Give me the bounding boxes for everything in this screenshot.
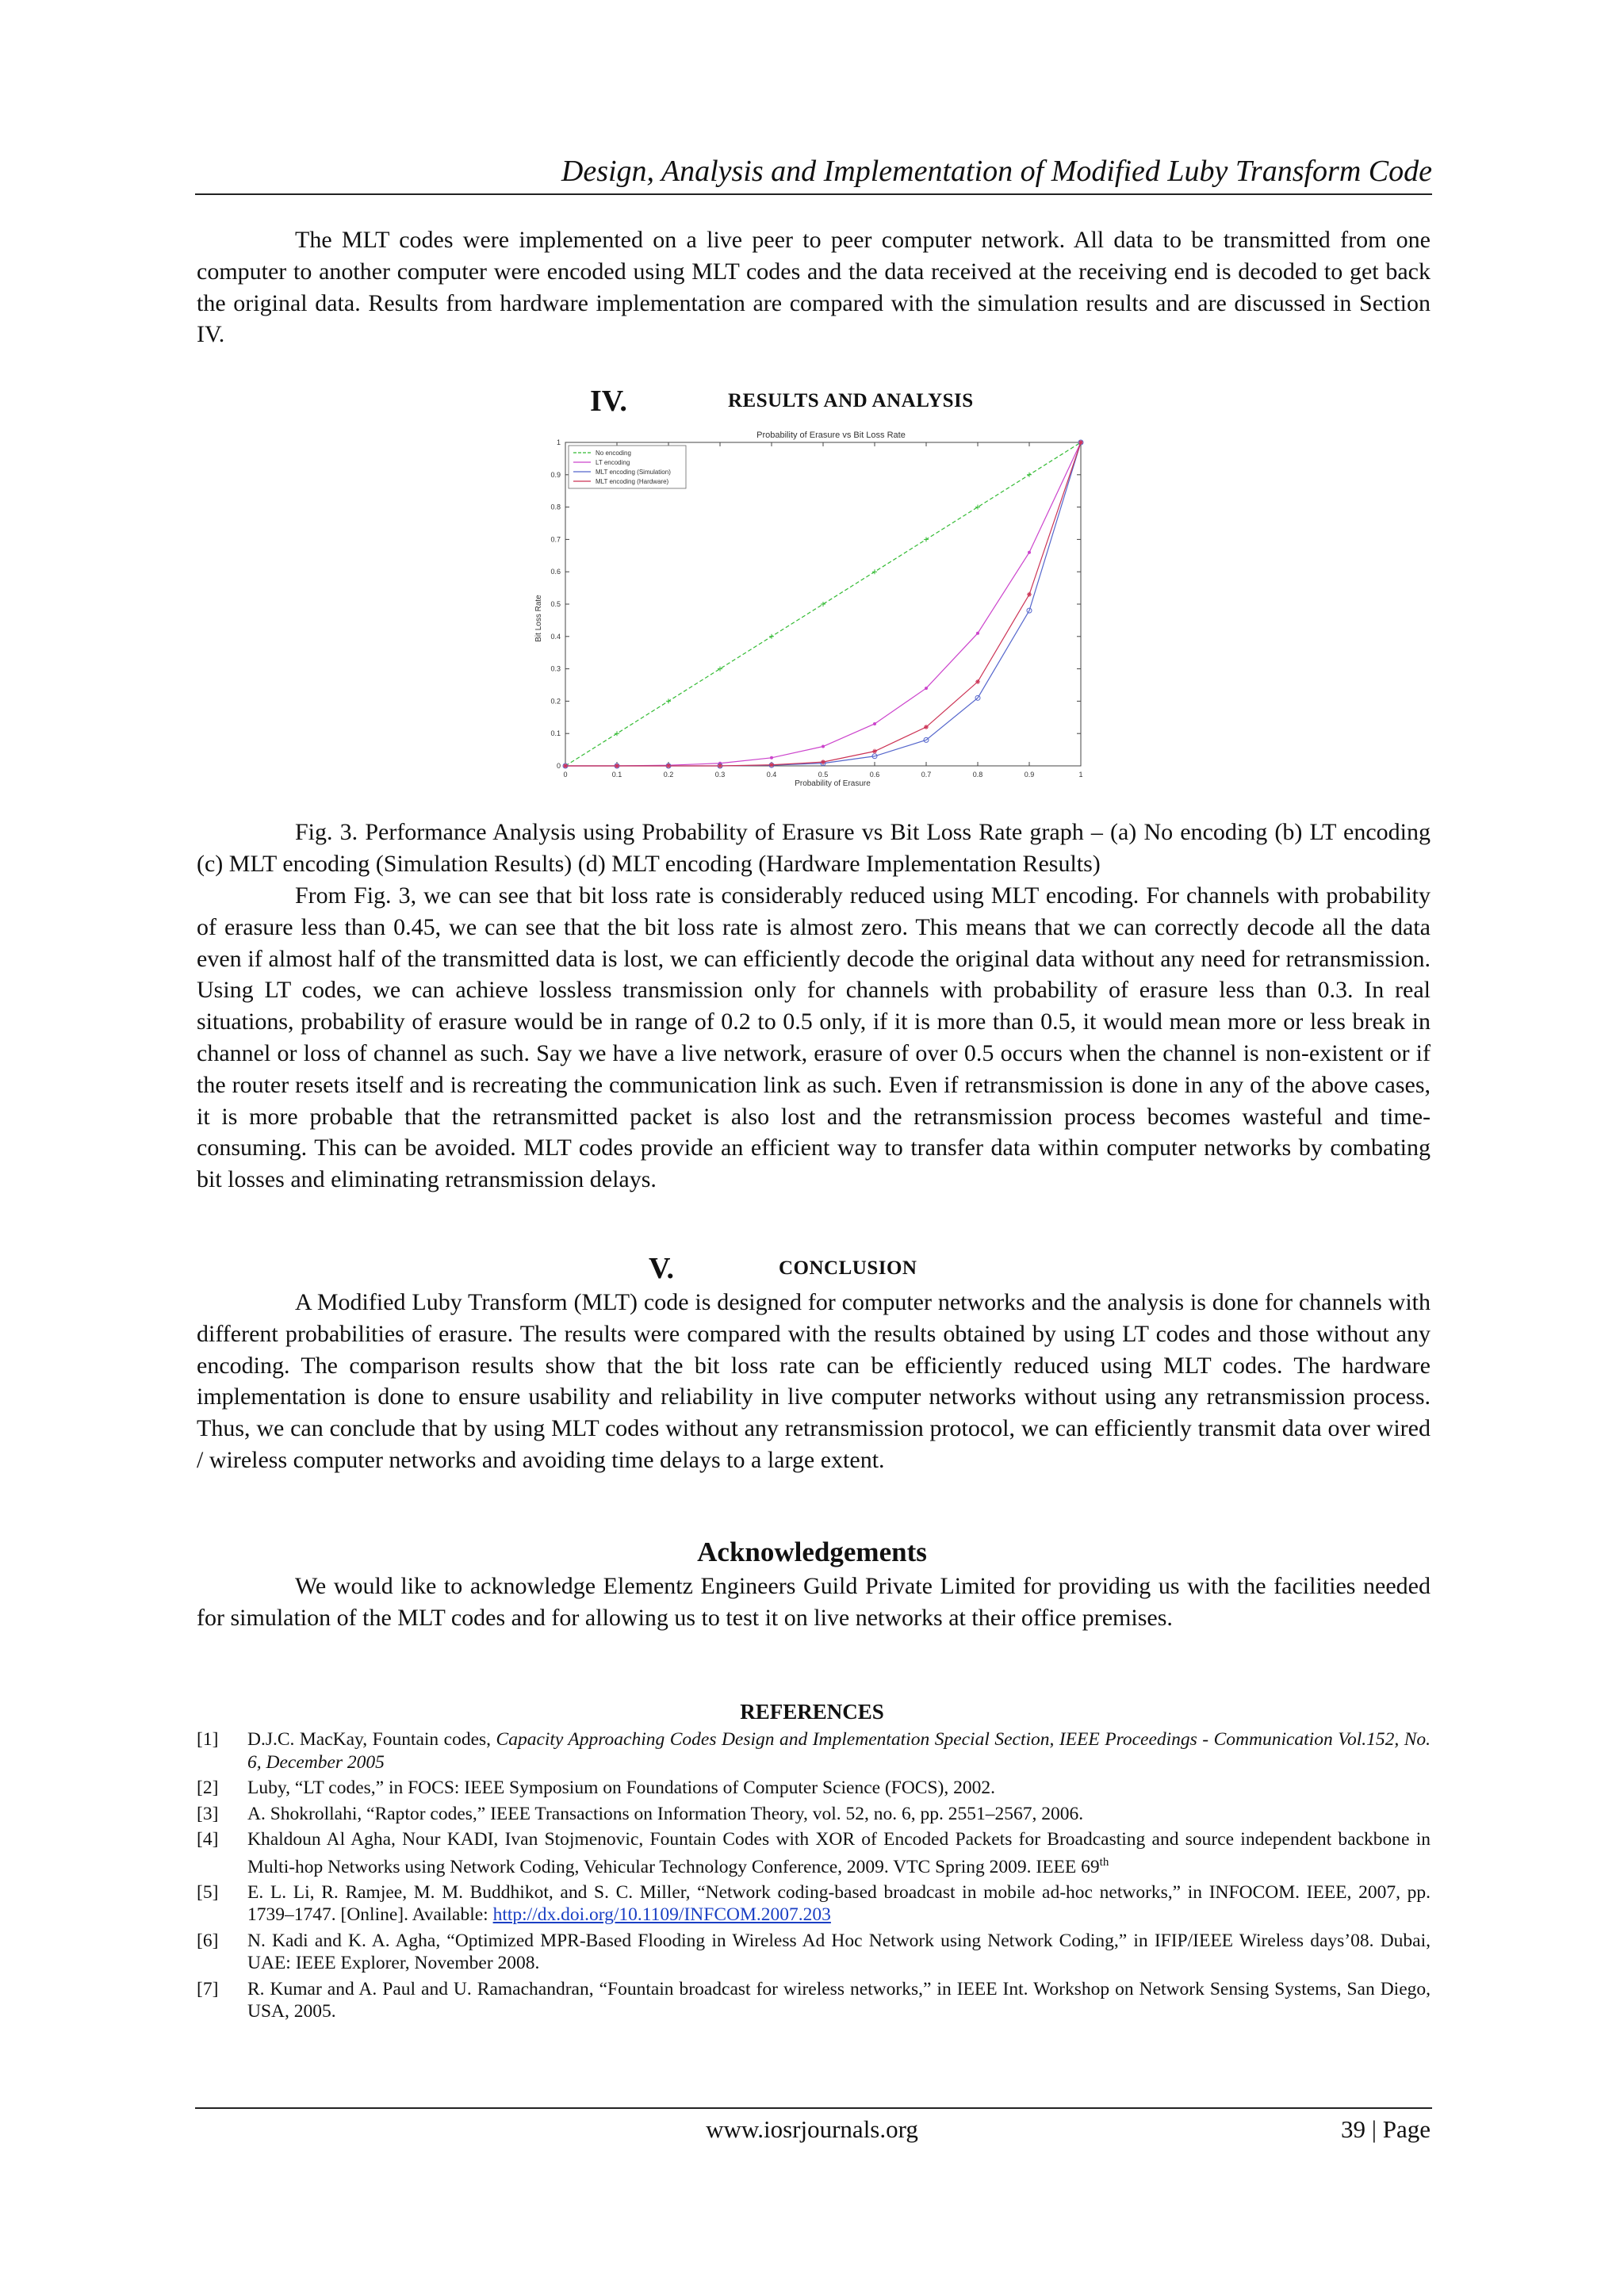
references-heading: REFERENCES	[740, 1700, 884, 1724]
references-list	[197, 1728, 1431, 2023]
intro-paragraph: The MLT codes were implemented on a live peer to peer computer network. All data to be transmitted from one computer to another computer were encoded using MLT codes and the data received at the receiving end is decoded to get back the original data. Results from hardware implementation are compared with the simulation results and are discussed in Section IV.	[197, 227, 1431, 348]
reference-text: N. Kadi and K. A. Agha, “Optimized MPR-Based Flooding in Wireless Ad Hoc Network using Network Coding,” in IFIP/IEEE Wireless days’08. Dubai, UAE: IEEE Explorer, November 2008.	[247, 1930, 1431, 1974]
x-tick-label: 0.3	[714, 771, 726, 779]
x-tick-label: 0.1	[611, 771, 622, 779]
running-header	[195, 152, 1432, 195]
data-point	[822, 745, 825, 748]
chart-xlabel: Probability of Erasure	[795, 779, 871, 788]
data-point	[925, 687, 928, 690]
data-point	[770, 756, 773, 760]
y-tick-label: 0.7	[550, 535, 561, 544]
reference-number: [3]	[197, 1803, 219, 1824]
section-heading-results	[0, 384, 1624, 419]
reference-item	[197, 1930, 1431, 1975]
y-tick-label: 0	[556, 762, 561, 770]
y-tick-label: 0.5	[550, 600, 561, 608]
reference-number: [6]	[197, 1930, 219, 1951]
section-number: IV.	[590, 385, 627, 418]
legend-label: No encoding	[596, 450, 631, 457]
running-title: Design, Analysis and Implementation of Modified Luby Transform Code	[561, 155, 1432, 188]
chart-title: Probability of Erasure vs Bit Loss Rate	[756, 430, 906, 440]
section-number: V.	[649, 1252, 675, 1285]
acknowledgement-paragraph: We would like to acknowledge Elementz Engineers Guild Private Limited for providing us with the facilities needed for simulation of the MLT codes and for allowing us to test it on live networks at their office premises.	[197, 1573, 1431, 1631]
y-tick-label: 0.1	[550, 729, 561, 738]
x-tick-label: 0.5	[818, 771, 829, 779]
legend-label: MLT encoding (Hardware)	[596, 478, 669, 485]
footer-website: www.iosrjournals.org	[706, 2115, 918, 2143]
reference-item	[197, 1978, 1431, 2023]
reference-number: [5]	[197, 1881, 219, 1903]
reference-text: Luby, “LT codes,” in FOCS: IEEE Symposium on Foundations of Computer Science (FOCS), 2002.	[247, 1777, 996, 1798]
figure-3-chart	[523, 425, 1094, 798]
reference-number: [2]	[197, 1777, 219, 1798]
reference-text: R. Kumar and A. Paul and U. Ramachandran, “Fountain broadcast for wireless networks,” in IEEE Int. Workshop on Network Sensing Systems, San Diego, USA, 2005.	[247, 1978, 1431, 2022]
reference-text: E. L. Li, R. Ramjee, M. M. Buddhikot, and S. C. Miller, “Network coding-based broadcast in mobile ad-hoc networks,” in INFOCOM. IEEE, 2007, pp. 1739–1747. [Online]. Available:	[247, 1881, 1431, 1926]
y-tick-label: 0.9	[550, 470, 561, 479]
reference-item	[197, 1777, 1431, 1800]
x-tick-label: 0.2	[663, 771, 674, 779]
figure-caption: Fig. 3. Performance Analysis using Probability of Erasure vs Bit Loss Rate graph – (a) No encoding (b) LT encoding (c) MLT encoding (Simulation Results) (d) MLT encoding (Hardware Implementation Results)	[197, 819, 1431, 877]
reference-superscript: th	[1099, 1855, 1109, 1869]
y-tick-label: 0.6	[550, 568, 561, 576]
analysis-paragraph: From Fig. 3, we can see that bit loss rate is considerably reduced using MLT encoding. For channels with probability of erasure less than 0.45, we can see that the bit loss rate is almost zero. This means that we can correctly decode all the data even if almost half of the transmitted data is lost, we can efficiently decode the original data without any need for retransmission. Using LT codes, we can achieve lossless transmission only for channels with probability of erasure less than 0.3. In real situations, probability of erasure would be in range of 0.2 to 0.5 only, if it is more than 0.5, it would mean more or less break in channel or loss of channel as such. Say we have a live network, erasure of over 0.5 occurs when the channel is non-existent or if the router resets itself and is recreating the communication link as such. Even if retransmission is done in any of the above cases, it is more probable that the retransmitted packet is also lost and the retransmission process becomes wasteful and time-consuming. This can be avoided. MLT codes provide an efficient way to transfer data within computer networks by combating bit losses and eliminating retransmission delays.	[197, 882, 1431, 1193]
footer-rule	[195, 2107, 1432, 2109]
reference-text: D.J.C. MacKay, Fountain codes,	[247, 1729, 496, 1750]
reference-item	[197, 1803, 1431, 1826]
x-tick-label: 0.6	[869, 771, 880, 779]
y-tick-label: 0.3	[550, 664, 561, 673]
section-title: CONCLUSION	[779, 1257, 917, 1279]
y-tick-label: 0.8	[550, 503, 561, 511]
reference-doi-link[interactable]: http://dx.doi.org/10.1109/INFCOM.2007.203	[492, 1904, 831, 1926]
acknowledgements-heading: Acknowledgements	[697, 1536, 927, 1567]
footer-page-number: 39 | Page	[1341, 2115, 1431, 2143]
legend-label: MLT encoding (Simulation)	[596, 469, 671, 476]
reference-number: [7]	[197, 1978, 219, 1999]
x-tick-label: 0	[563, 771, 568, 779]
x-tick-label: 0.8	[972, 771, 983, 779]
reference-italic: Capacity Approaching Codes Design and Implementation Special Section, IEEE Proceedings - Communication Vol.152, No. 6, December 2005	[247, 1729, 1431, 1773]
y-tick-label: 0.4	[550, 632, 561, 641]
reference-item	[197, 1881, 1431, 1927]
section-heading-conclusion	[0, 1251, 1624, 1286]
conclusion-paragraph: A Modified Luby Transform (MLT) code is designed for computer networks and the analysis is done for channels with different probabilities of erasure. The results were compared with the results obtained by using LT codes and those without any encoding. The comparison results show that the bit loss rate can be efficiently reduced using MLT codes. The hardware implementation is done to ensure usability and reliability in live computer networks without using any retransmission process. Thus, we can conclude that by using MLT codes without any retransmission protocol, we can efficiently transmit data over wired / wireless computer networks and avoiding time delays to a large extent.	[197, 1289, 1431, 1473]
data-point	[1028, 551, 1031, 554]
reference-item	[197, 1828, 1431, 1878]
data-point	[976, 632, 979, 635]
data-point	[873, 722, 876, 725]
reference-number: [1]	[197, 1729, 219, 1750]
section-title: RESULTS AND ANALYSIS	[728, 390, 974, 411]
x-tick-label: 1	[1078, 771, 1083, 779]
x-tick-label: 0.9	[1024, 771, 1035, 779]
x-tick-label: 0.4	[766, 771, 777, 779]
reference-item	[197, 1728, 1431, 1774]
reference-text: Khaldoun Al Agha, Nour KADI, Ivan Stojmenovic, Fountain Codes with XOR of Encoded Packets for Broadcasting and source independent backbone in Multi-hop Networks using Network Coding, Vehicular Technology Conference, 2009. VTC Spring 2009. IEEE 69	[247, 1829, 1431, 1877]
y-tick-label: 0.2	[550, 697, 561, 706]
legend-label: LT encoding	[596, 459, 630, 466]
x-tick-label: 0.7	[921, 771, 932, 779]
chart-ylabel: Bit Loss Rate	[534, 595, 543, 642]
y-tick-label: 1	[556, 438, 561, 446]
reference-text: A. Shokrollahi, “Raptor codes,” IEEE Transactions on Information Theory, vol. 52, no. 6, pp. 2551–2567, 2006.	[247, 1803, 1084, 1824]
reference-number: [4]	[197, 1829, 219, 1850]
